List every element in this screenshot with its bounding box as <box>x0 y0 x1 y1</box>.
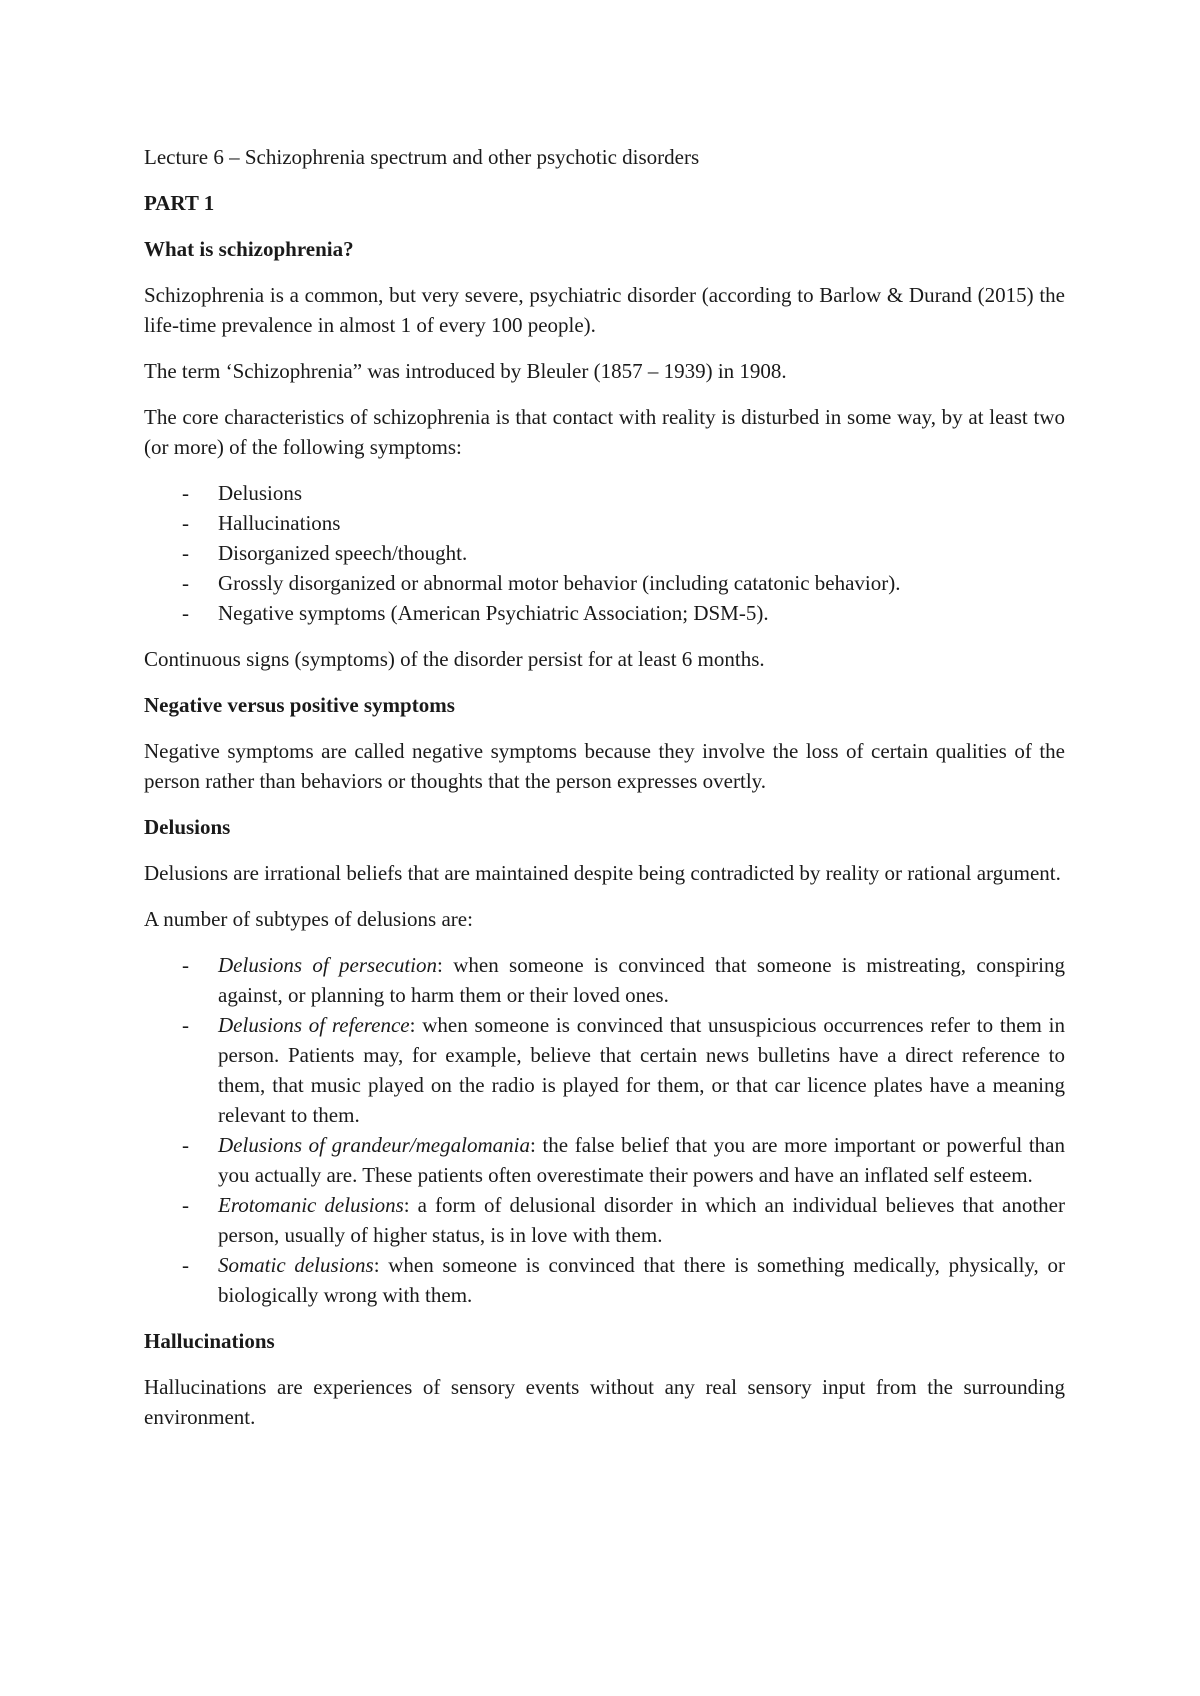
list-item <box>144 1190 1065 1250</box>
dash-bullet: - <box>182 1193 189 1217</box>
paragraph-term-origin: The term ‘Schizophrenia” was introduced by Bleuler (1857 – 1939) in 1908. <box>144 359 787 383</box>
section-heading-negative-positive: Negative versus positive symptoms <box>144 693 455 717</box>
section-heading-what-is-schizophrenia: What is schizophrenia? <box>144 237 354 261</box>
dash-bullet: - <box>182 481 189 505</box>
list-item-text: Delusions <box>218 481 302 505</box>
list-item <box>144 1010 1065 1130</box>
paragraph-hallucinations-definition: Hallucinations are experiences of sensory events without any real sensory input from the surrounding environment. <box>144 1375 1065 1429</box>
list-item <box>144 950 1065 1010</box>
delusion-subtypes-list <box>144 950 1065 1310</box>
dash-bullet: - <box>182 1253 189 1277</box>
dash-bullet: - <box>182 1133 189 1157</box>
section-heading-hallucinations: Hallucinations <box>144 1329 275 1353</box>
subtype-term: Delusions of reference <box>218 1013 410 1037</box>
subtype-description: : when someone is convinced that unsuspicious occurrences refer to them in person. Patients may, for example, believe that certain news bulletins have a direct reference to them, that music played on the radio is played for them, or that car licence plates have a meaning relevant to them. <box>218 1013 1066 1127</box>
list-item <box>144 1250 1065 1310</box>
subtype-description: : a form of delusional disorder in which an individual believes that another person, usually of higher status, is in love with them. <box>218 1193 1066 1247</box>
symptoms-list <box>144 478 1065 628</box>
paragraph-core-characteristics: The core characteristics of schizophrenia is that contact with reality is disturbed in some way, by at least two (or more) of the following symptoms: <box>144 405 1065 459</box>
dash-bullet: - <box>182 571 189 595</box>
dash-bullet: - <box>182 601 189 625</box>
dash-bullet: - <box>182 953 189 977</box>
list-item-text: Hallucinations <box>218 511 341 535</box>
subtype-description: : the false belief that you are more important or powerful than you actually are. These patients often overestimate their powers and have an inflated self esteem. <box>218 1133 1065 1187</box>
subtype-term: Delusions of grandeur/megalomania <box>218 1133 530 1157</box>
list-item <box>144 508 1065 538</box>
list-item <box>144 478 1065 508</box>
list-item <box>144 568 1065 598</box>
list-item-text: Grossly disorganized or abnormal motor behavior (including catatonic behavior). <box>218 571 901 595</box>
paragraph-subtypes-intro: A number of subtypes of delusions are: <box>144 907 473 931</box>
document-title: Lecture 6 – Schizophrenia spectrum and other psychotic disorders <box>144 145 700 169</box>
list-item <box>144 1130 1065 1190</box>
subtype-description: : when someone is convinced that there is something medically, physically, or biologically wrong with them. <box>218 1253 1065 1307</box>
list-item-text: Negative symptoms (American Psychiatric Association; DSM-5). <box>218 601 769 625</box>
subtype-description: : when someone is convinced that someone is mistreating, conspiring against, or planning to harm them or their loved ones. <box>218 953 1065 1007</box>
dash-bullet: - <box>182 1013 189 1037</box>
list-item <box>144 598 1065 628</box>
subtype-term: Somatic delusions <box>218 1253 374 1277</box>
paragraph-negative-symptoms: Negative symptoms are called negative symptoms because they involve the loss of certain qualities of the person rather than behaviors or thoughts that the person expresses overtly. <box>144 739 1065 793</box>
part-heading: PART 1 <box>144 191 215 215</box>
section-heading-delusions: Delusions <box>144 815 231 839</box>
document-page <box>144 142 1065 1448</box>
list-item-text: Disorganized speech/thought. <box>218 541 468 565</box>
paragraph-duration: Continuous signs (symptoms) of the disorder persist for at least 6 months. <box>144 647 765 671</box>
paragraph-definition: Schizophrenia is a common, but very severe, psychiatric disorder (according to Barlow & Durand (2015) the life-time prevalence in almost 1 of every 100 people). <box>144 283 1065 337</box>
dash-bullet: - <box>182 511 189 535</box>
subtype-term: Erotomanic delusions <box>218 1193 404 1217</box>
dash-bullet: - <box>182 541 189 565</box>
subtype-term: Delusions of persecution <box>218 953 438 977</box>
paragraph-delusions-definition: Delusions are irrational beliefs that are maintained despite being contradicted by reality or rational argument. <box>144 861 1061 885</box>
list-item <box>144 538 1065 568</box>
